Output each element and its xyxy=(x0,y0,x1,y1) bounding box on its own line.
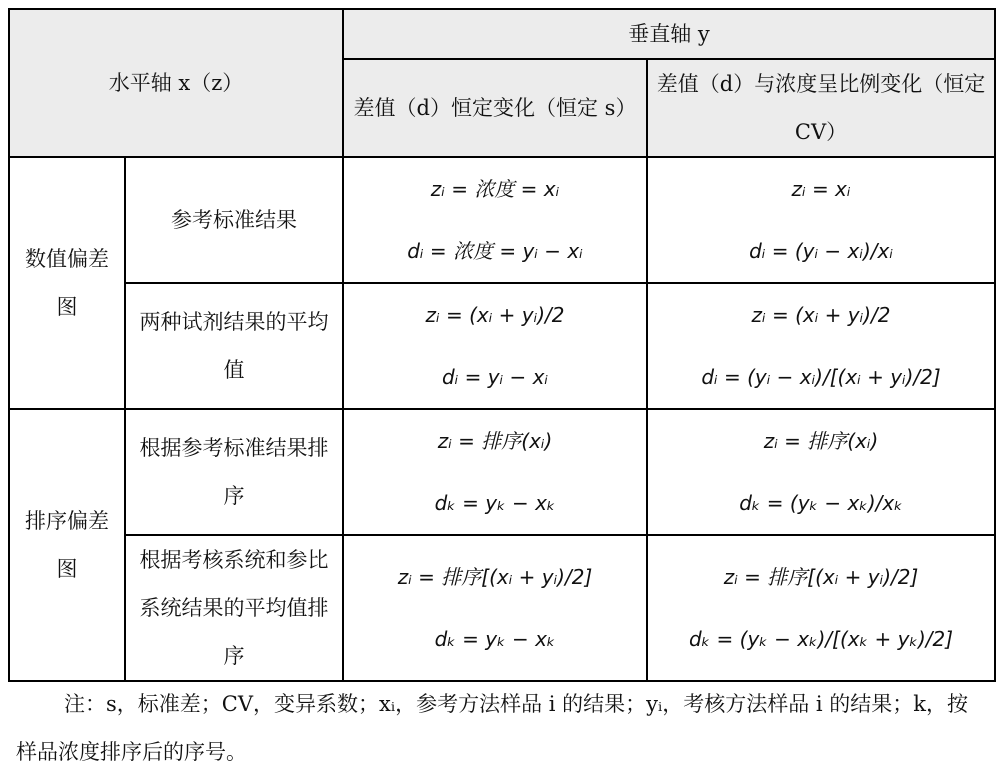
formula-d: dₖ = yₖ − xₖ xyxy=(434,627,556,651)
formula-d: dₖ = (yₖ − xₖ)/xₖ xyxy=(739,491,903,515)
formula-d: dᵢ = (yᵢ − xᵢ)/[(xᵢ + yᵢ)/2] xyxy=(701,365,941,389)
method-average-of-two-reagents: 两种试剂结果的平均值 xyxy=(125,283,343,409)
formula-cell-proportional xyxy=(647,283,995,409)
formula-cell-proportional xyxy=(647,157,995,283)
formula-d: dₖ = yₖ − xₖ xyxy=(434,491,556,515)
formula-d: dₖ = (yₖ − xₖ)/[(xₖ + yₖ)/2] xyxy=(688,627,954,651)
formula-z: zᵢ = 排序[(xᵢ + yᵢ)/2] xyxy=(723,565,919,589)
group-label-rank-bias: 排序偏差图 xyxy=(9,409,125,681)
formula-cell-proportional xyxy=(647,409,995,535)
vertical-axis-header: 垂直轴 y xyxy=(343,9,995,59)
formula-d: dᵢ = yᵢ − xᵢ xyxy=(441,365,549,389)
formula-z: zᵢ = 浓度 = xᵢ xyxy=(430,177,560,201)
horizontal-axis-header: 水平轴 x（z） xyxy=(9,9,343,157)
group-label-numeric-bias: 数值偏差图 xyxy=(9,157,125,409)
formula-z: zᵢ = 排序[(xᵢ + yᵢ)/2] xyxy=(397,565,593,589)
formula-z: zᵢ = xᵢ xyxy=(791,177,851,201)
proportional-difference-header: 差值（d）与浓度呈比例变化（恒定 CV） xyxy=(647,59,995,157)
formula-z: zᵢ = 排序(xᵢ) xyxy=(437,429,553,453)
table-footnote: 注：s，标准差；CV，变异系数；xᵢ，参考方法样品 i 的结果；yᵢ，考核方法样品 i 的结果；k，按样品浓度排序后的序号。 xyxy=(16,692,969,764)
bias-plot-table xyxy=(8,8,996,682)
constant-difference-header: 差值（d）恒定变化（恒定 s） xyxy=(343,59,647,157)
formula-d: dᵢ = (yᵢ − xᵢ)/xᵢ xyxy=(749,239,893,263)
formula-z: zᵢ = 排序(xᵢ) xyxy=(763,429,879,453)
formula-cell-constant xyxy=(343,157,647,283)
formula-cell-constant xyxy=(343,535,647,681)
method-reference-result: 参考标准结果 xyxy=(125,157,343,283)
formula-cell-proportional xyxy=(647,535,995,681)
formula-cell-constant xyxy=(343,283,647,409)
formula-z: zᵢ = (xᵢ + yᵢ)/2 xyxy=(425,303,565,327)
formula-d: dᵢ = 浓度 = yᵢ − xᵢ xyxy=(407,239,583,263)
formula-z: zᵢ = (xᵢ + yᵢ)/2 xyxy=(751,303,891,327)
method-rank-by-reference: 根据参考标准结果排序 xyxy=(125,409,343,535)
formula-cell-constant xyxy=(343,409,647,535)
method-rank-by-average: 根据考核系统和参比系统结果的平均值排序 xyxy=(125,535,343,681)
